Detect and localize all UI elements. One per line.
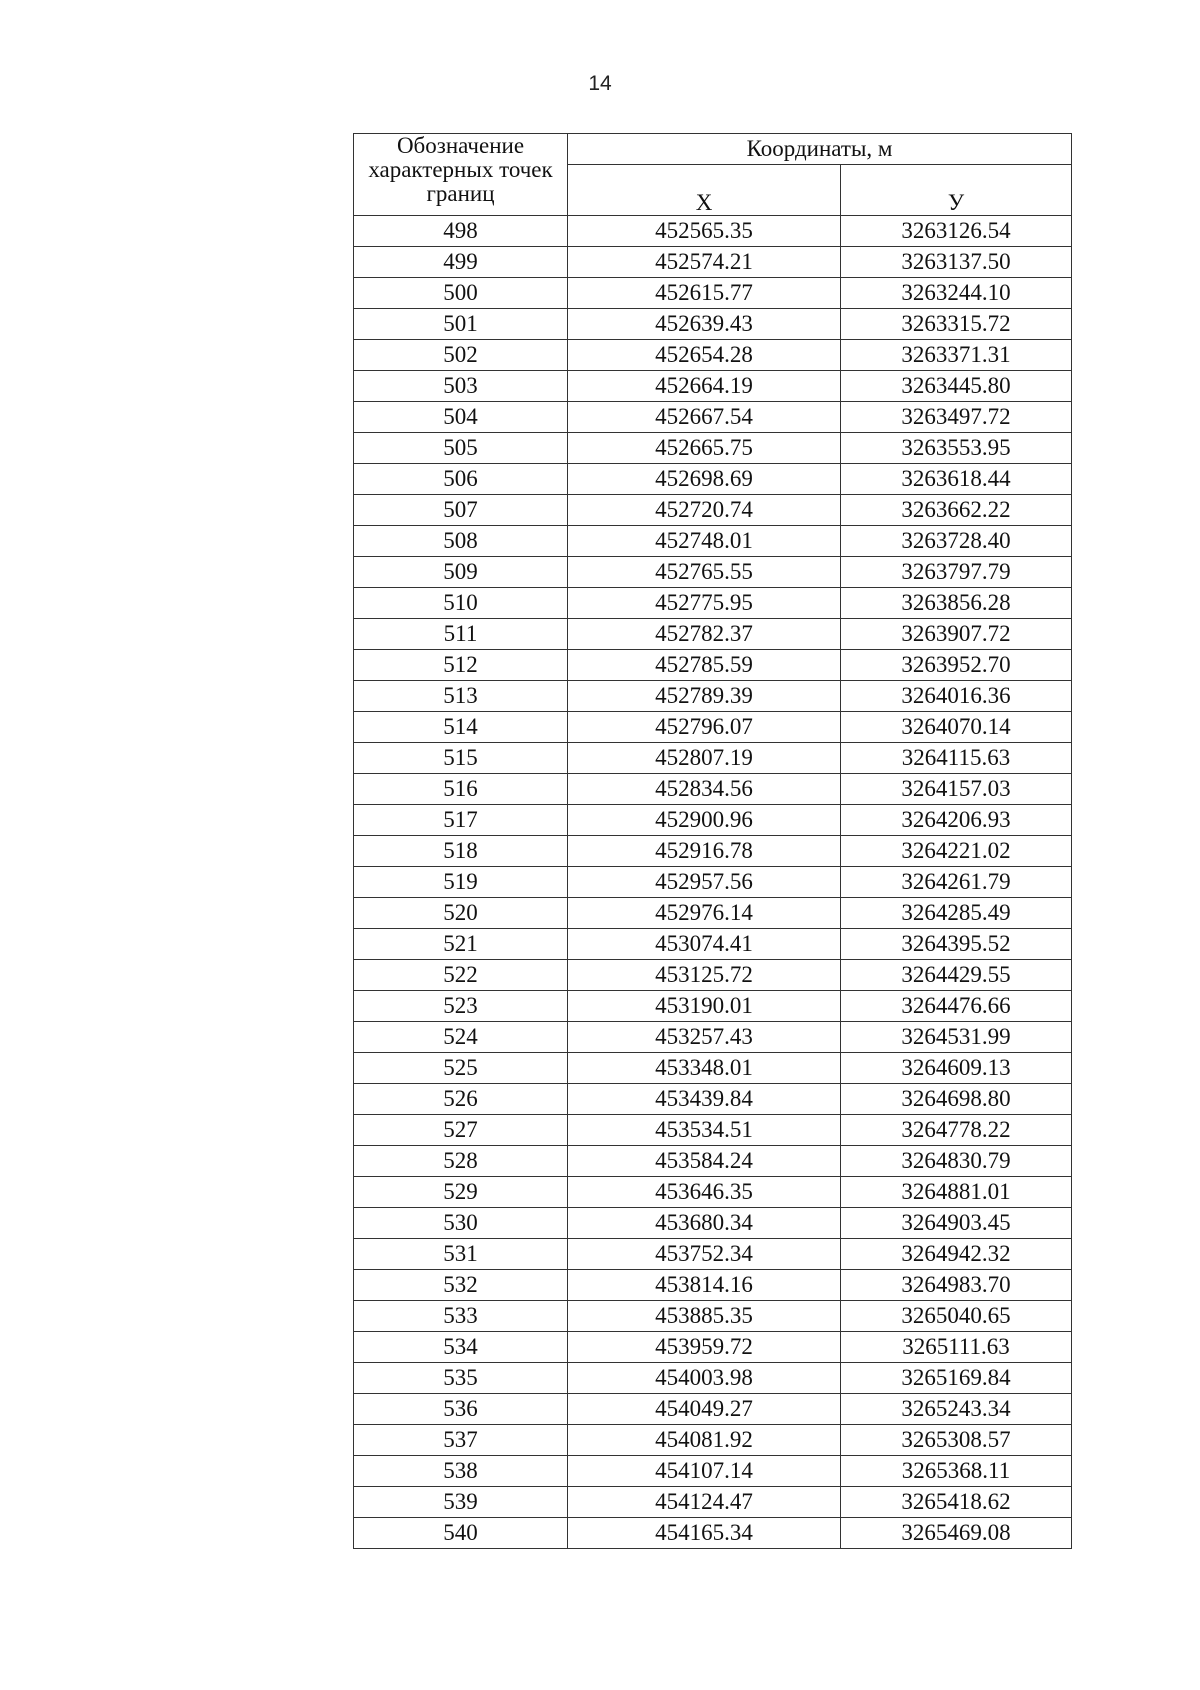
table-row [354, 1115, 1072, 1146]
y-coordinate-cell: 3263137.50 [841, 247, 1072, 278]
table-row [354, 340, 1072, 371]
y-coordinate-cell: 3264395.52 [841, 929, 1072, 960]
point-number-cell: 521 [354, 929, 568, 960]
y-coordinate-cell: 3264531.99 [841, 1022, 1072, 1053]
y-coordinate-cell: 3264070.14 [841, 712, 1072, 743]
table-row [354, 1177, 1072, 1208]
header-coordinates: Координаты, м [568, 134, 1072, 165]
point-number-cell: 519 [354, 867, 568, 898]
y-coordinate-cell: 3265243.34 [841, 1394, 1072, 1425]
x-coordinate-cell: 453885.35 [568, 1301, 841, 1332]
x-coordinate-cell: 452654.28 [568, 340, 841, 371]
table-row [354, 588, 1072, 619]
y-coordinate-cell: 3263907.72 [841, 619, 1072, 650]
point-number-cell: 498 [354, 216, 568, 247]
y-coordinate-cell: 3264221.02 [841, 836, 1072, 867]
point-number-cell: 501 [354, 309, 568, 340]
x-coordinate-cell: 452789.39 [568, 681, 841, 712]
point-number-cell: 504 [354, 402, 568, 433]
y-coordinate-cell: 3263618.44 [841, 464, 1072, 495]
point-number-cell: 522 [354, 960, 568, 991]
x-coordinate-cell: 453439.84 [568, 1084, 841, 1115]
y-coordinate-cell: 3263728.40 [841, 526, 1072, 557]
x-coordinate-cell: 454124.47 [568, 1487, 841, 1518]
y-coordinate-cell: 3263371.31 [841, 340, 1072, 371]
x-coordinate-cell: 452565.35 [568, 216, 841, 247]
y-coordinate-cell: 3264429.55 [841, 960, 1072, 991]
x-coordinate-cell: 452574.21 [568, 247, 841, 278]
point-number-cell: 524 [354, 1022, 568, 1053]
y-coordinate-cell: 3264206.93 [841, 805, 1072, 836]
table-row [354, 898, 1072, 929]
point-number-cell: 526 [354, 1084, 568, 1115]
x-coordinate-cell: 452976.14 [568, 898, 841, 929]
table-row [354, 929, 1072, 960]
x-coordinate-cell: 453190.01 [568, 991, 841, 1022]
table-row [354, 1487, 1072, 1518]
table-row [354, 1146, 1072, 1177]
table-row [354, 216, 1072, 247]
point-number-cell: 500 [354, 278, 568, 309]
x-coordinate-cell: 454003.98 [568, 1363, 841, 1394]
y-coordinate-cell: 3263952.70 [841, 650, 1072, 681]
x-coordinate-cell: 454049.27 [568, 1394, 841, 1425]
point-number-cell: 514 [354, 712, 568, 743]
table-row [354, 681, 1072, 712]
table-row [354, 1270, 1072, 1301]
x-coordinate-cell: 453814.16 [568, 1270, 841, 1301]
coordinates-table [353, 133, 1072, 1549]
x-coordinate-cell: 452775.95 [568, 588, 841, 619]
y-coordinate-cell: 3263445.80 [841, 371, 1072, 402]
point-number-cell: 536 [354, 1394, 568, 1425]
y-coordinate-cell: 3264983.70 [841, 1270, 1072, 1301]
x-coordinate-cell: 453584.24 [568, 1146, 841, 1177]
table-row [354, 495, 1072, 526]
table-row [354, 1053, 1072, 1084]
point-number-cell: 535 [354, 1363, 568, 1394]
x-coordinate-cell: 452957.56 [568, 867, 841, 898]
table-row [354, 433, 1072, 464]
point-number-cell: 507 [354, 495, 568, 526]
table-row [354, 743, 1072, 774]
y-coordinate-cell: 3263797.79 [841, 557, 1072, 588]
point-number-cell: 537 [354, 1425, 568, 1456]
point-number-cell: 540 [354, 1518, 568, 1549]
x-coordinate-cell: 452720.74 [568, 495, 841, 526]
point-number-cell: 508 [354, 526, 568, 557]
x-coordinate-cell: 454165.34 [568, 1518, 841, 1549]
x-coordinate-cell: 452796.07 [568, 712, 841, 743]
x-coordinate-cell: 452765.55 [568, 557, 841, 588]
point-number-cell: 530 [354, 1208, 568, 1239]
point-number-cell: 527 [354, 1115, 568, 1146]
x-coordinate-cell: 452665.75 [568, 433, 841, 464]
table-row [354, 1332, 1072, 1363]
table-row [354, 1363, 1072, 1394]
y-coordinate-cell: 3264830.79 [841, 1146, 1072, 1177]
y-coordinate-cell: 3263856.28 [841, 588, 1072, 619]
table-row [354, 1208, 1072, 1239]
table-row [354, 1022, 1072, 1053]
y-coordinate-cell: 3265040.65 [841, 1301, 1072, 1332]
table-row [354, 557, 1072, 588]
x-coordinate-cell: 452916.78 [568, 836, 841, 867]
y-coordinate-cell: 3263662.22 [841, 495, 1072, 526]
point-number-cell: 520 [354, 898, 568, 929]
y-coordinate-cell: 3265469.08 [841, 1518, 1072, 1549]
page-number: 14 [588, 72, 612, 95]
x-coordinate-cell: 453680.34 [568, 1208, 841, 1239]
point-number-cell: 509 [354, 557, 568, 588]
point-number-cell: 518 [354, 836, 568, 867]
table-row [354, 712, 1072, 743]
y-coordinate-cell: 3265111.63 [841, 1332, 1072, 1363]
x-coordinate-cell: 453348.01 [568, 1053, 841, 1084]
y-coordinate-cell: 3264016.36 [841, 681, 1072, 712]
point-number-cell: 516 [354, 774, 568, 805]
table-row [354, 805, 1072, 836]
x-coordinate-cell: 452834.56 [568, 774, 841, 805]
table-row [354, 1301, 1072, 1332]
y-coordinate-cell: 3263126.54 [841, 216, 1072, 247]
point-number-cell: 511 [354, 619, 568, 650]
y-coordinate-cell: 3264476.66 [841, 991, 1072, 1022]
point-number-cell: 538 [354, 1456, 568, 1487]
x-coordinate-cell: 452664.19 [568, 371, 841, 402]
point-number-cell: 523 [354, 991, 568, 1022]
table-row [354, 1239, 1072, 1270]
x-coordinate-cell: 453534.51 [568, 1115, 841, 1146]
x-coordinate-cell: 453257.43 [568, 1022, 841, 1053]
table-row [354, 1456, 1072, 1487]
table-row [354, 371, 1072, 402]
x-coordinate-cell: 453074.41 [568, 929, 841, 960]
header-x: Х [568, 165, 841, 216]
table-row [354, 1425, 1072, 1456]
x-coordinate-cell: 452639.43 [568, 309, 841, 340]
x-coordinate-cell: 452782.37 [568, 619, 841, 650]
point-number-cell: 529 [354, 1177, 568, 1208]
point-number-cell: 525 [354, 1053, 568, 1084]
point-number-cell: 532 [354, 1270, 568, 1301]
x-coordinate-cell: 453646.35 [568, 1177, 841, 1208]
table-row [354, 278, 1072, 309]
y-coordinate-cell: 3264157.03 [841, 774, 1072, 805]
table-row [354, 247, 1072, 278]
x-coordinate-cell: 454081.92 [568, 1425, 841, 1456]
point-number-cell: 510 [354, 588, 568, 619]
point-number-cell: 499 [354, 247, 568, 278]
table-row [354, 464, 1072, 495]
header-point-designation: Обозначение характерных точек границ [354, 134, 568, 216]
x-coordinate-cell: 454107.14 [568, 1456, 841, 1487]
y-coordinate-cell: 3263553.95 [841, 433, 1072, 464]
table-row [354, 650, 1072, 681]
point-number-cell: 534 [354, 1332, 568, 1363]
y-coordinate-cell: 3263244.10 [841, 278, 1072, 309]
y-coordinate-cell: 3264881.01 [841, 1177, 1072, 1208]
point-number-cell: 531 [354, 1239, 568, 1270]
table-body [354, 216, 1072, 1549]
table-row [354, 836, 1072, 867]
table-row [354, 960, 1072, 991]
x-coordinate-cell: 452785.59 [568, 650, 841, 681]
x-coordinate-cell: 452807.19 [568, 743, 841, 774]
point-number-cell: 528 [354, 1146, 568, 1177]
point-number-cell: 515 [354, 743, 568, 774]
point-number-cell: 513 [354, 681, 568, 712]
table-row [354, 619, 1072, 650]
table-row [354, 526, 1072, 557]
y-coordinate-cell: 3263497.72 [841, 402, 1072, 433]
y-coordinate-cell: 3264609.13 [841, 1053, 1072, 1084]
table-row [354, 1394, 1072, 1425]
y-coordinate-cell: 3265308.57 [841, 1425, 1072, 1456]
table-row [354, 1518, 1072, 1549]
point-number-cell: 533 [354, 1301, 568, 1332]
y-coordinate-cell: 3264698.80 [841, 1084, 1072, 1115]
x-coordinate-cell: 453125.72 [568, 960, 841, 991]
table-row [354, 867, 1072, 898]
point-number-cell: 517 [354, 805, 568, 836]
table-row [354, 774, 1072, 805]
x-coordinate-cell: 452698.69 [568, 464, 841, 495]
x-coordinate-cell: 453752.34 [568, 1239, 841, 1270]
x-coordinate-cell: 452900.96 [568, 805, 841, 836]
point-number-cell: 506 [354, 464, 568, 495]
table-row [354, 991, 1072, 1022]
table-row [354, 1084, 1072, 1115]
y-coordinate-cell: 3265169.84 [841, 1363, 1072, 1394]
x-coordinate-cell: 453959.72 [568, 1332, 841, 1363]
table-row [354, 402, 1072, 433]
y-coordinate-cell: 3265418.62 [841, 1487, 1072, 1518]
y-coordinate-cell: 3265368.11 [841, 1456, 1072, 1487]
header-y: У [841, 165, 1072, 216]
point-number-cell: 539 [354, 1487, 568, 1518]
y-coordinate-cell: 3264942.32 [841, 1239, 1072, 1270]
y-coordinate-cell: 3264903.45 [841, 1208, 1072, 1239]
point-number-cell: 503 [354, 371, 568, 402]
point-number-cell: 512 [354, 650, 568, 681]
x-coordinate-cell: 452748.01 [568, 526, 841, 557]
y-coordinate-cell: 3264778.22 [841, 1115, 1072, 1146]
table-header [354, 134, 1072, 216]
table-row [354, 309, 1072, 340]
y-coordinate-cell: 3264261.79 [841, 867, 1072, 898]
point-number-cell: 502 [354, 340, 568, 371]
x-coordinate-cell: 452667.54 [568, 402, 841, 433]
point-number-cell: 505 [354, 433, 568, 464]
y-coordinate-cell: 3264115.63 [841, 743, 1072, 774]
x-coordinate-cell: 452615.77 [568, 278, 841, 309]
y-coordinate-cell: 3264285.49 [841, 898, 1072, 929]
y-coordinate-cell: 3263315.72 [841, 309, 1072, 340]
